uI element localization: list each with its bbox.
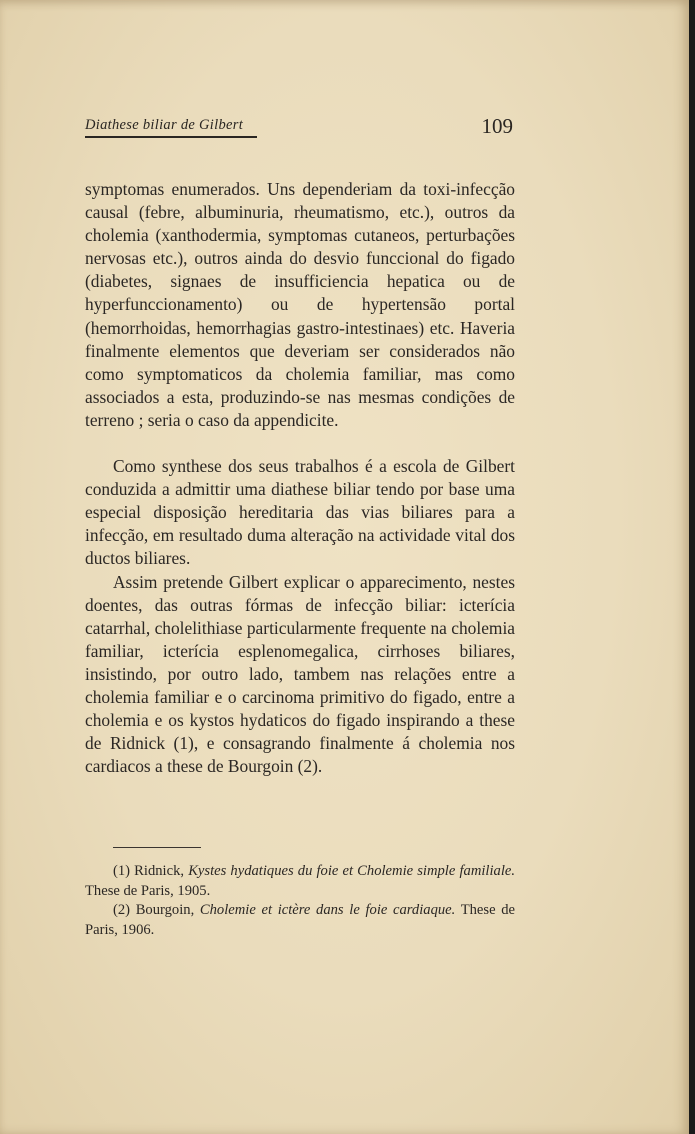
footnote-author: Ridnick,	[134, 863, 185, 879]
running-title: Diathese biliar de Gilbert	[85, 117, 244, 133]
body-text	[85, 178, 515, 778]
paragraph: symptomas enumerados. Uns dependeriam da toxi-infecção causal (febre, albuminuria, rheumatismo, etc.), outros da cholemia (xanthodermia, symptomas cutaneos, perturbações nervosas etc.), outros ainda do desvio funccional do figado (diabetes, signaes de insufficiencia hepatica ou de hyperfunccionamento) ou de hypertensão portal (hemorrhoidas, hemorrhagias gastro-intestinaes) etc. Haveria finalmente elementos que deveriam ser considerados não como symptomaticos da cholemia familiar, mas como associados a esta, produzindo-se nas mesmas condições de terreno ; seria o caso da appendicite.	[85, 179, 515, 430]
footnote-title: Kystes hydatiques du foie et Cholemie simple familiale.	[188, 863, 515, 879]
footnote-author: Bourgoin,	[135, 902, 195, 918]
page-header	[85, 112, 515, 142]
footnotes	[85, 862, 515, 940]
page-number: 109	[481, 114, 513, 138]
paragraph: Como synthese dos seus trabalhos é a escola de Gilbert conduzida a admittir uma diathese biliar tendo por base uma especial disposição hereditaria das vias biliares para a infecção, em resultado duma alteração na actividade vital dos ductos biliares.	[85, 456, 515, 569]
footnote-title: Cholemie et ictère dans le foie cardiaque.	[199, 902, 456, 918]
footnote-rule	[113, 847, 201, 848]
footnote-marker: (2)	[113, 902, 131, 918]
paragraph: Assim pretende Gilbert explicar o apparecimento, nestes doentes, das outras fórmas de infecção biliar: icterícia catarrhal, cholelithiase particularmente frequente na cholemia familiar, icterícia esplenomegalica, cirrhoses biliares, insistindo, por outro lado, tambem nas relações entre a cholemia familiar e o carcinoma primitivo do figado, entre a cholemia e os kystos hydaticos do figado inspirando a these de Ridnick (1), e consagrando finalmente á cholemia nos cardiacos a these de Bourgoin (2).	[85, 571, 515, 777]
header-rule	[85, 136, 257, 138]
footnote	[85, 901, 515, 940]
footnote-rest: These de Paris, 1905.	[85, 882, 211, 899]
footnote-marker: (1)	[113, 863, 131, 879]
footnote-rest: These de Paris, 1906.	[85, 902, 515, 938]
footnote	[85, 862, 515, 901]
